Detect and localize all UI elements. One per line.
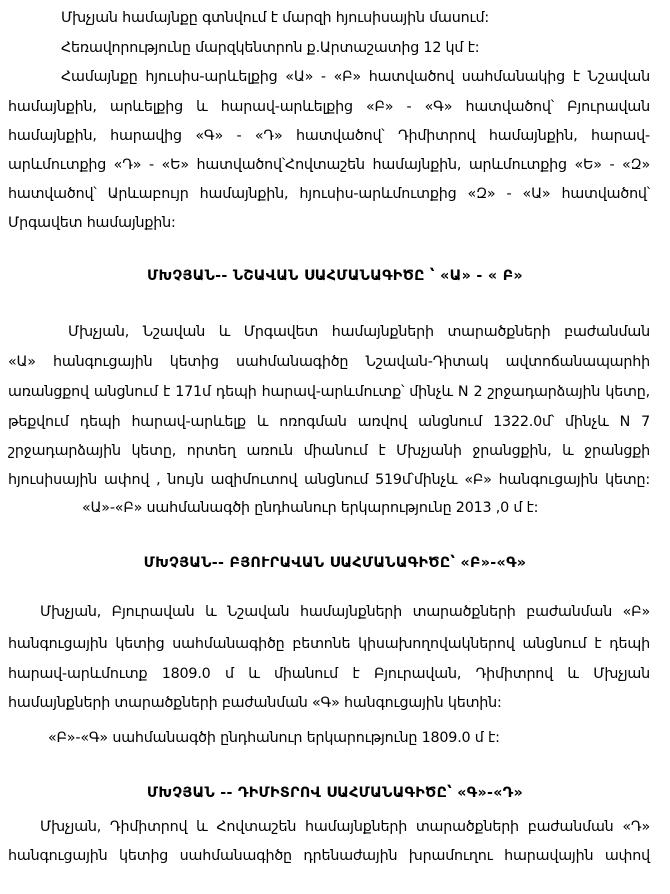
section-heading-byuravan: ՄԽՉՅԱՆ-- ԲՅՈՒՐԱՎԱՆ ՍԱՀՄԱՆԱԳԻԾԸ՝ «Բ»-«Գ»	[143, 555, 527, 571]
neighbors-line-6: Մրգավետ համայնքին:	[8, 215, 176, 231]
section1-line-1: Մխչյան, Նշավան և Մրգավետ համայնքների տարածքների բաժանման	[68, 324, 650, 340]
section3-line-1: Մխչյան, Դիմիտրով և Հովտաշեն համայնքների տարածքների բաժանման «Դ»	[40, 819, 650, 835]
neighbors-line-5: հատվածով՝ Արևաբույր համայնքին, հյուսիս-արևմուտքից «Զ» - «Ա» հատվածով՝	[8, 186, 650, 202]
section2-line-2: հանգուցային կետից սահմանագիծը բետոնե կիսախողովակներով անցնում է դեպի	[8, 636, 650, 652]
section2-line-1: Մխչյան, Բյուրավան և Նշավան համայնքների տարածքների բաժանման «Բ»	[40, 604, 650, 620]
neighbors-line-4: արևմուտքից «Դ» - «Ե» հատվածով՝Հովտաշեն համայնքին, արևմուտքից «Ե» - «Զ»	[8, 157, 650, 173]
section1-line-3: առանցքով անցնում է 171մ դեպի հարավ-արևմուտք՝ մինչև N 2 շրջադարձային կետը,	[8, 384, 650, 400]
section1-line-6: հյուսիսային ափով , նույն ազիմուտով անցնում 519մ՝մինչև «Բ» հանգուցային կետը:	[8, 472, 650, 488]
neighbors-line-1: Համայնքը հյուսիս-արևելքից «Ա» - «Բ» հատվածով սահմանակից է Նշավան	[61, 69, 650, 85]
section1-line-4: թեքվում դեպի հարավ-արևելք և ոռոգման առվով անցնում 1322.0մ՝ մինչև N 7	[8, 414, 650, 430]
neighbors-line-3: համայնքին, հարավից «Գ» - «Դ» հատվածով՝ Դիմիտրով համայնքին, հարավ-	[8, 128, 650, 144]
section3-line-2: հանգուցային կետից սահմանագիծը դրենաժային խրամուղու հարավային ափով	[8, 848, 650, 864]
section2-line-4: համայնքների տարածքների բաժանման «Գ» հանգուցային կետին:	[8, 695, 502, 711]
section2-total-length: «Բ»-«Գ» սահմանագծի ընդհանուր երկարությունը 1809.0 մ է:	[48, 730, 500, 746]
section2-line-3: հարավ-արևմուտք 1809.0 մ և միանում է Բյուրավան, Դիմիտրով և Մխչյան	[8, 666, 650, 682]
section-heading-dimitrov: ՄԽՉՅԱՆ -- ԴԻՄԻՏՐՈՎ ՍԱՀՄԱՆԱԳԻԾԸ՝ «Գ»-«Դ»	[146, 785, 524, 801]
section1-line-2: «Ա» հանգուցային կետից սահմանագիծը Նշավան-Դիտակ ավտոճանապարհի	[8, 354, 650, 370]
intro-distance: Հեռավորությունը մարզկենտրոն ք.Արտաշատից 12 կմ է:	[61, 40, 480, 56]
neighbors-line-2: համայնքին, արևելքից և հարավ-արևելքից «Բ» - «Գ» հատվածով՝ Բյուրավան	[8, 99, 650, 115]
intro-location: Մխչյան համայնքը գտնվում է մարզի հյուսիսային մասում:	[61, 10, 489, 26]
section1-line-5: շրջադարձային կետը, որտեղ առուն միանում է Մխչյանի ջրանցքին, և ջրանցքի	[8, 443, 650, 459]
section-heading-nshavan: ՄԽՉՅԱՆ-- ՆՇԱՎԱՆ ՍԱՀՄԱՆԱԳԻԾԸ ՝ «Ա» - « Բ»	[147, 268, 523, 284]
section1-total-length: «Ա»-«Բ» սահմանագծի ընդհանուր երկարությունը 2013 ,0 մ է:	[82, 500, 539, 516]
